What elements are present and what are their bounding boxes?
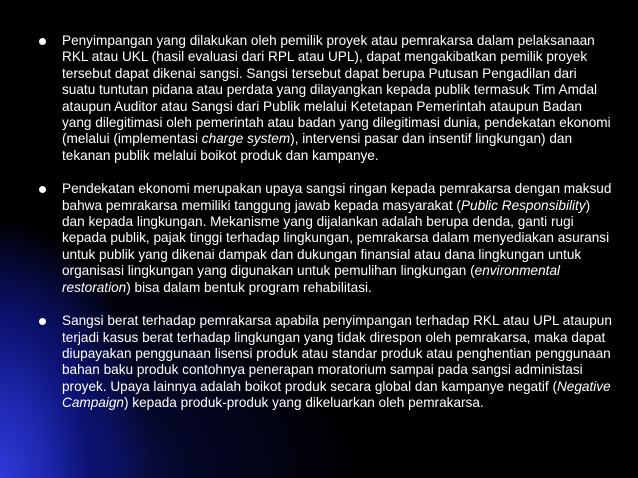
bullet-item-heavy-sanctions bbox=[0, 313, 638, 411]
text-run: ) bisa dalam bentuk program rehabilitasi. bbox=[126, 279, 372, 295]
text-run: ) kepada produk-produk yang dikeluarkan oleh pemrakarsa. bbox=[123, 395, 484, 411]
bullet-text bbox=[62, 181, 612, 296]
bullet-text bbox=[62, 33, 612, 164]
bullet-dot-icon bbox=[39, 186, 46, 193]
bullet-list bbox=[0, 33, 638, 429]
text-run-italic: Public Responsibility bbox=[460, 197, 586, 213]
bullet-dot-icon bbox=[39, 318, 46, 325]
text-run: Sangsi berat terhadap pemrakarsa apabila penyimpangan terhadap RKL atau UPL ataupun terjadi kasus berat terhadap lingkungan yang tidak direspon oleh pemrakarsa, maka dapat diupayakan penggunaan lisensi produk atau standar produk atau penghentian penggunaan bahan baku produk contohnya penerapan moratorium sampai pada sangsi administasi proyek. Upaya lainnya adalah boikot produk secara global dan kampanye negatif ( bbox=[62, 313, 612, 394]
text-run-italic: Negative Campaign bbox=[62, 378, 611, 411]
text-run-italic: charge system bbox=[201, 131, 291, 147]
bullet-text bbox=[62, 313, 612, 411]
text-run: Penyimpangan yang dilakukan oleh pemilik proyek atau pemrakarsa dalam pelaksanaan RKL atau UKL (hasil evaluasi dari RPL atau UPL), dapat mengakibatkan pemilik proyek tersebut dapat dikenai sangsi. Sangsi tersebut dapat berupa Putusan Pengadilan dari suatu tuntutan pidana atau perdata yang dilayangkan kepada publik termasuk Tim Amdal ataupun Auditor atau Sangsi dari Publik melalui Ketetapan Pemerintah ataupun Badan yang dilegitimasi oleh pemerintah atau badan yang dilegitimasi dunia, pendekatan ekonomi (melalui (implementasi bbox=[62, 33, 611, 147]
text-run-italic: environmental restoration bbox=[62, 263, 561, 295]
text-run: ), intervensi pasar dan insentif lingkungan) dan tekanan publik melalui boikot produk dan kampanye. bbox=[62, 131, 573, 163]
bullet-dot-icon bbox=[39, 38, 46, 45]
bullet-item-sanctions-overview bbox=[0, 33, 638, 164]
text-run: Pendekatan ekonomi merupakan upaya sangsi ringan kepada pemrakarsa dengan maksud bahwa pemrakarsa memiliki tanggung jawab kepada masyarakat ( bbox=[62, 181, 612, 213]
bullet-item-economic-approach bbox=[0, 181, 638, 296]
text-run: ) dan kepada lingkungan. Mekanisme yang dijalankan adalah berupa denda, ganti rugi kepada publik, pajak tinggi terhadap lingkungan, pemrakarsa dalam menyediakan asuransi untuk publik yang dikenai dampak dan dukungan finansial atau dana lingkungan untuk organisasi lingkungan yang digunakan untuk pemulihan lingkungan ( bbox=[62, 197, 610, 279]
